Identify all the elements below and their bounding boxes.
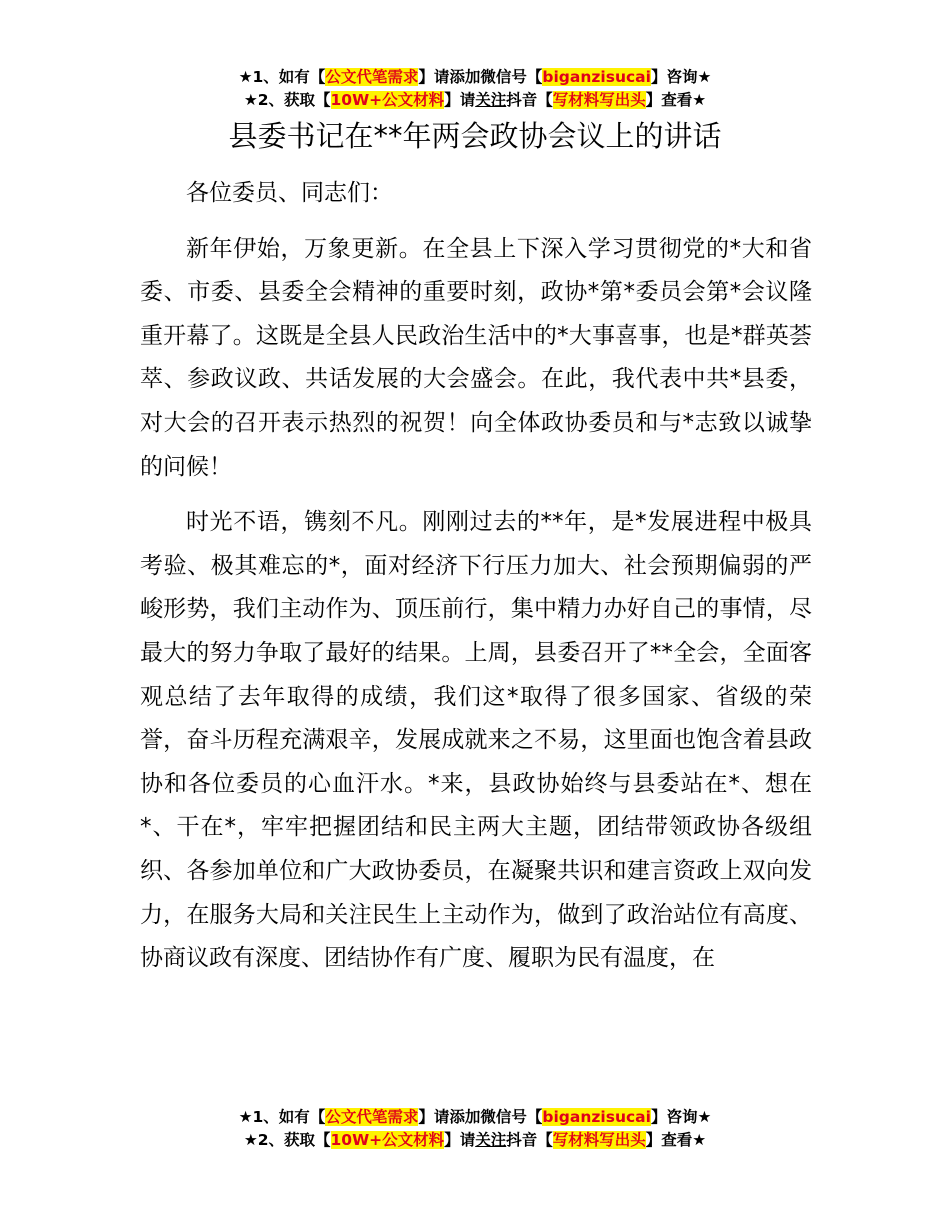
bracket: 】 xyxy=(418,1108,434,1126)
promo-footer xyxy=(0,1106,950,1152)
bracket: 】 xyxy=(418,68,434,86)
bracket: 】 xyxy=(645,1131,662,1149)
promo-line-1 xyxy=(0,66,950,89)
greeting: 各位委员、同志们： xyxy=(186,180,393,206)
paragraph-2: 时光不语，镌刻不凡。刚刚过去的**年，是*发展进程中极具考验、极其难忘的*，面对经济下行压力加大、社会预期偏弱的严峻形势，我们主动作为、顶压前行，集中精力办好自己的事情，尽最大的努力争取了最好的结果。上周，县委召开了**全会，全面客观总结了去年取得的成绩，我们这*取得了很多国家、省级的荣誉，奋斗历程充满艰辛，发展成就来之不易，这里面也饱含着县政协和各位委员的心血汗水。*来，县政协始终与县委站在*、想在*、干在*，牢牢把握团结和民主两大主题，团结带领政协各级组织、各参加单位和广大政协委员，在凝聚共识和建言资政上双向发力，在服务大局和关注民生上主动作为，做到了政治站位有高度、协商议政有深度、团结协作有广度、履职为民有温度，在 xyxy=(140,509,812,972)
promo-text: 查看★ xyxy=(661,91,707,109)
promo-highlight-materials: 10W+公文材料 xyxy=(330,91,445,109)
bracket: 】 xyxy=(645,91,662,109)
promo-highlight-douyin: 写材料写出头 xyxy=(552,91,646,109)
bracket: 【 xyxy=(315,91,331,109)
bracket: 】 xyxy=(650,68,667,86)
bracket: 【 xyxy=(526,68,543,86)
promo-text: 抖音 xyxy=(506,1131,538,1149)
promo-text: 请添加微信号 xyxy=(433,68,527,86)
promo-highlight-service: 公文代笔需求 xyxy=(325,68,419,86)
promo-text: 请 xyxy=(459,91,476,109)
promo-line-2 xyxy=(0,1129,950,1152)
promo-text: 抖音 xyxy=(506,91,538,109)
promo-text: 查看★ xyxy=(661,1131,707,1149)
promo-highlight-wechat: biganzisucai xyxy=(542,68,651,86)
bracket: 【 xyxy=(537,1131,553,1149)
bracket: 【 xyxy=(315,1131,331,1149)
promo-text: ★1、如有 xyxy=(238,68,310,86)
promo-header xyxy=(0,66,950,112)
promo-text: 咨询★ xyxy=(666,68,712,86)
promo-highlight-service: 公文代笔需求 xyxy=(325,1108,419,1126)
promo-text: 请添加微信号 xyxy=(433,1108,527,1126)
promo-highlight-wechat: biganzisucai xyxy=(542,1108,651,1126)
promo-line-2 xyxy=(0,89,950,112)
promo-highlight-materials: 10W+公文材料 xyxy=(330,1131,445,1149)
promo-text-underlined: 关注 xyxy=(475,91,507,109)
bracket: 【 xyxy=(309,68,326,86)
document-body xyxy=(140,172,812,993)
paragraph-1: 新年伊始，万象更新。在全县上下深入学习贯彻党的*大和省委、市委、县委全会精神的重要时刻，政协*第*委员会第*会议隆重开幕了。这既是全县人民政治生活中的*大事喜事，也是*群英荟萃、参政议政、共话发展的大会盛会。在此，我代表中共*县委，对大会的召开表示热烈的祝贺！向全体政协委员和与*志致以诚挚的问候！ xyxy=(140,235,812,480)
promo-text: ★2、获取 xyxy=(243,91,315,109)
document-title: 县委书记在**年两会政协会议上的讲话 xyxy=(228,119,722,153)
bracket: 【 xyxy=(526,1108,543,1126)
promo-highlight-douyin: 写材料写出头 xyxy=(552,1131,646,1149)
bracket: 】 xyxy=(444,1131,460,1149)
bracket: 】 xyxy=(444,91,460,109)
promo-text: ★2、获取 xyxy=(243,1131,315,1149)
promo-text: 咨询★ xyxy=(666,1108,712,1126)
promo-text-underlined: 关注 xyxy=(475,1131,507,1149)
bracket: 【 xyxy=(537,91,553,109)
promo-line-1 xyxy=(0,1106,950,1129)
promo-text: ★1、如有 xyxy=(238,1108,310,1126)
bracket: 】 xyxy=(650,1108,667,1126)
bracket: 【 xyxy=(309,1108,326,1126)
promo-text: 请 xyxy=(459,1131,476,1149)
